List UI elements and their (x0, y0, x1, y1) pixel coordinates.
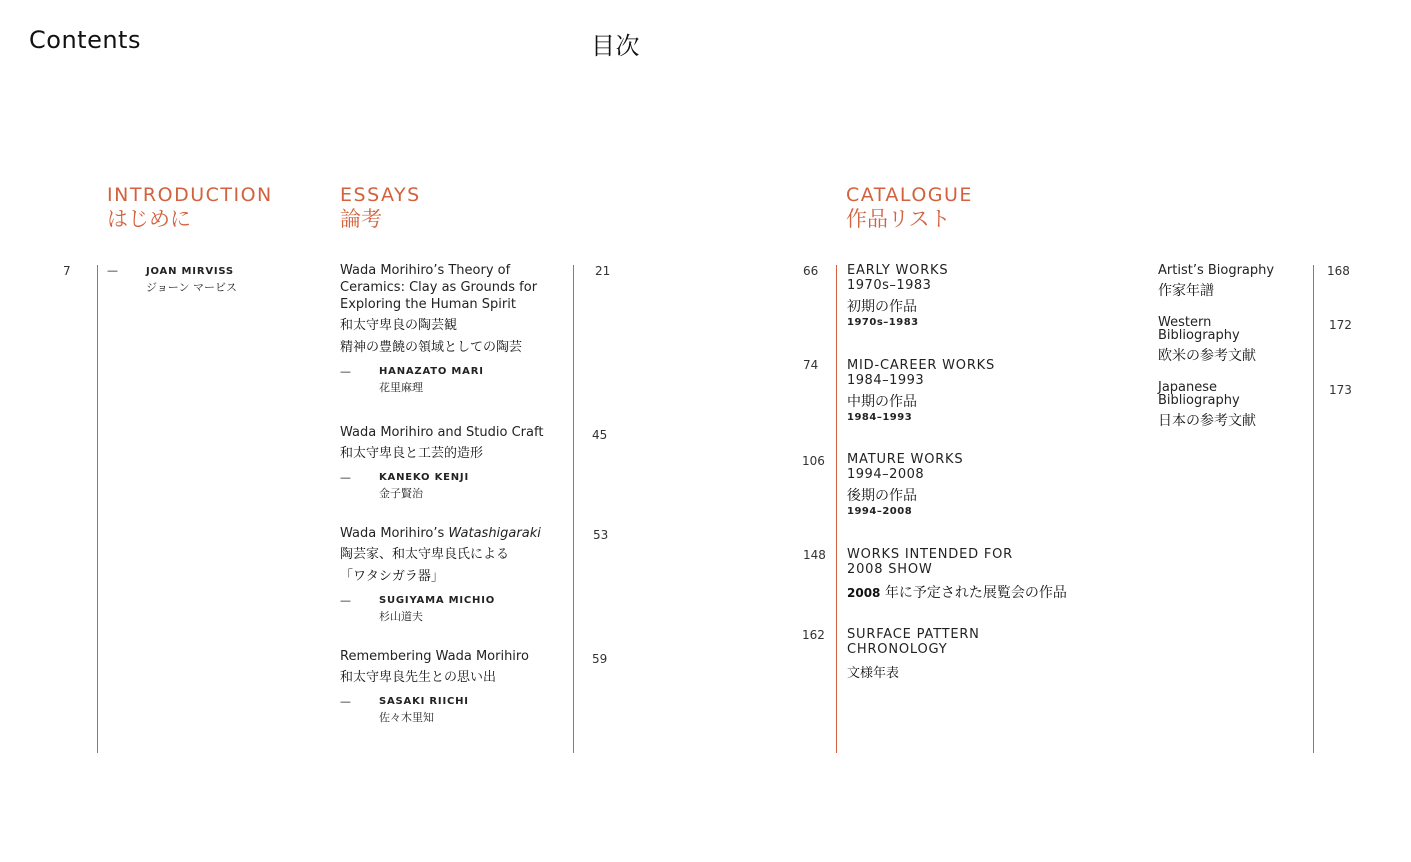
author-dash: — (340, 695, 351, 708)
essay-entry[interactable] (340, 525, 565, 588)
appendix-title-en: Artist’s Biography (1158, 263, 1275, 278)
appendix-entry[interactable] (1158, 381, 1308, 431)
essay-author: SASAKI RIICHI (379, 696, 469, 707)
catalogue-page-number: 106 (802, 454, 825, 468)
catalogue-years-en: 1984–1993 (847, 373, 925, 388)
essay-entry[interactable] (340, 262, 565, 359)
essay-title-en: Remembering Wada Morihiro (340, 649, 529, 664)
author-dash: — (340, 471, 351, 484)
catalogue-entry[interactable] (847, 358, 1147, 423)
appendix-page-number: 168 (1327, 264, 1350, 278)
appendix-entry[interactable] (1158, 262, 1308, 301)
catalogue-entry[interactable] (847, 263, 1147, 328)
catalogue-title-jp: 初期の作品 (847, 299, 917, 315)
page-title-jp: 目次 (591, 32, 640, 60)
essay-title-jp: 和太守卑良と工芸的造形 (340, 446, 484, 461)
introduction-page-number: 7 (63, 264, 71, 278)
catalogue-years-small: 1984–1993 (847, 412, 913, 423)
essay-author: HANAZATO MARI (379, 366, 484, 377)
essay-author: KANEKO KENJI (379, 472, 469, 483)
catalogue-years-small: 1994–2008 (847, 506, 913, 517)
catalogue-title-en: CHRONOLOGY (847, 642, 948, 657)
catalogue-entry[interactable] (847, 547, 1147, 603)
introduction-heading: INTRODUCTION はじめに (107, 184, 273, 231)
essay-title-en: Wada Morihiro and Studio Craft (340, 425, 544, 440)
essay-title-jp: 陶芸家、和太守卑良氏による 「ワタシガラ器」 (340, 547, 510, 584)
introduction-author: JOAN MIRVISS (146, 266, 234, 277)
catalogue-page-number: 74 (803, 358, 819, 372)
catalogue-years-en: 1970s–1983 (847, 278, 932, 293)
catalogue-heading: CATALOGUE 作品リスト (846, 184, 973, 231)
catalogue-years-small: 1970s–1983 (847, 317, 919, 328)
catalogue-title-en: WORKS INTENDED FOR (847, 547, 1013, 562)
essay-title-en: Wada Morihiro’s Watashigaraki (340, 526, 541, 541)
appendix-title-jp: 日本の参考文献 (1158, 413, 1256, 429)
appendix-title-jp: 作家年譜 (1158, 283, 1214, 299)
essay-title-en: Wada Morihiro’s Theory of Ceramics: Clay as Grounds for Exploring the Human Spirit (340, 263, 538, 312)
introduction-author-jp: ジョーン マービス (146, 281, 238, 294)
author-dash: — (340, 365, 351, 378)
catalogue-title-en: EARLY WORKS (847, 263, 949, 278)
essay-author-jp: 花里麻理 (379, 381, 423, 394)
catalogue-page-number: 66 (803, 264, 819, 278)
essay-author: SUGIYAMA MICHIO (379, 595, 496, 606)
essay-title-jp: 和太守卑良の陶芸観 精神の豊饒の領域としての陶芸 (340, 318, 523, 355)
essay-page-number: 53 (593, 528, 609, 542)
divider-line (573, 265, 574, 753)
essay-title-jp: 和太守卑良先生との思い出 (340, 670, 497, 685)
catalogue-page-number: 162 (802, 628, 825, 642)
catalogue-entry[interactable] (847, 452, 1147, 517)
essay-author-jp: 杉山道夫 (379, 610, 423, 623)
author-dash: — (340, 594, 351, 607)
appendix-entry[interactable] (1158, 316, 1308, 366)
essay-author-jp: 金子賢治 (379, 487, 423, 500)
divider-line (836, 265, 837, 753)
essay-entry[interactable] (340, 648, 565, 689)
divider-line (1313, 265, 1314, 753)
appendix-title-jp: 欧米の参考文献 (1158, 348, 1256, 364)
appendix-title-en: Western Bibliography (1158, 315, 1240, 343)
catalogue-title-jp: 2008 年に予定された展覧会の作品 (847, 585, 1067, 601)
essay-page-number: 59 (592, 652, 608, 666)
catalogue-entry[interactable] (847, 627, 1147, 685)
essay-entry[interactable] (340, 424, 565, 465)
appendix-title-en: Japanese Bibliography (1158, 380, 1240, 408)
catalogue-title-en: MID-CAREER WORKS (847, 358, 996, 373)
essay-page-number: 21 (595, 264, 611, 278)
essays-heading: ESSAYS 論考 (340, 184, 421, 231)
catalogue-title-en: SURFACE PATTERN (847, 627, 980, 642)
catalogue-page-number: 148 (803, 548, 826, 562)
essay-author-jp: 佐々木里知 (379, 711, 434, 724)
catalogue-title-en: 2008 SHOW (847, 562, 933, 577)
page-title: Contents (29, 26, 141, 54)
catalogue-title-jp: 文様年表 (847, 666, 900, 681)
divider-line (97, 265, 98, 753)
appendix-page-number: 173 (1329, 383, 1352, 397)
catalogue-title-jp: 中期の作品 (847, 394, 917, 410)
author-dash: — (107, 264, 118, 277)
appendix-page-number: 172 (1329, 318, 1352, 332)
catalogue-title-en: MATURE WORKS (847, 452, 964, 467)
catalogue-years-en: 1994–2008 (847, 467, 925, 482)
catalogue-title-jp: 後期の作品 (847, 488, 917, 504)
essay-page-number: 45 (592, 428, 608, 442)
